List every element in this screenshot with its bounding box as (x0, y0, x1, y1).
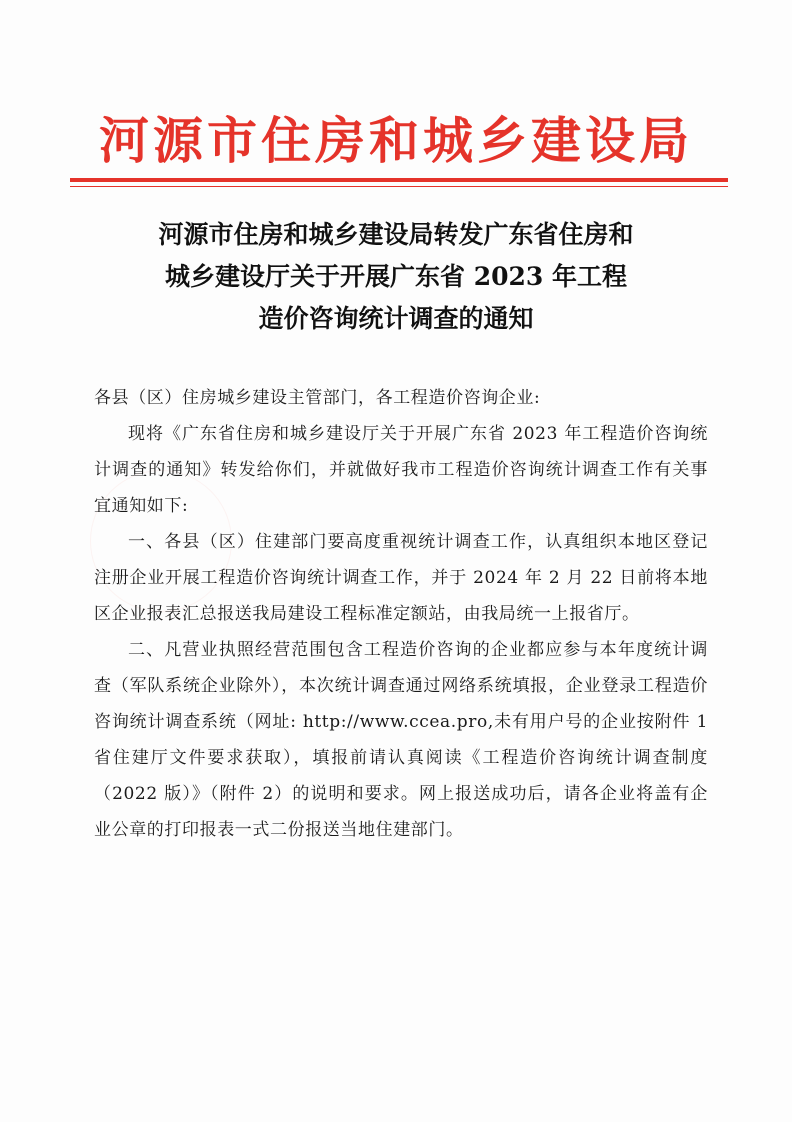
title-line-2: 城乡建设厅关于开展广东省 2023 年工程 (165, 262, 627, 291)
document-body (94, 380, 708, 848)
paragraph-item-2: 二、凡营业执照经营范围包含工程造价咨询的企业都应参与本年度统计调查（军队系统企业除外），本次统计调查通过网络系统填报，企业登录工程造价咨询统计调查系统（网址: http://www.ccea.pro,未有用户号的企业按附件 1 省住建厅文件要求获取），填报前请认真阅读《工程造价咨询统计调查制度（2022 版）》（附件 2）的说明和要求。网上报送成功后，请各企业将盖有企业公章的打印报表一式二份报送当地住建部门。 (94, 640, 708, 840)
title-line-1: 河源市住房和城乡建设局转发广东省住房和 (158, 220, 634, 249)
paragraph-intro: 现将《广东省住房和城乡建设厅关于开展广东省 2023 年工程造价咨询统计调查的通知》转发给你们，并就做好我市工程造价咨询统计调查工作有关事宜通知如下: (94, 424, 708, 516)
salutation: 各县（区）住房城乡建设主管部门，各工程造价咨询企业: (94, 388, 541, 408)
document-title (60, 214, 732, 340)
title-line-3: 造价咨询统计调查的通知 (258, 304, 534, 333)
letterhead-rule-thin (70, 186, 728, 187)
paragraph-item-1: 一、各县（区）住建部门要高度重视统计调查工作，认真组织本地区登记注册企业开展工程造价咨询统计调查工作，并于 2024 年 2 月 22 日前将本地区企业报表汇总报送我局建设工程标准定额站，由我局统一上报省厅。 (94, 532, 708, 624)
letterhead-rule-thick (70, 178, 728, 182)
letterhead-organization: 河源市住房和城乡建设局 (99, 111, 693, 170)
